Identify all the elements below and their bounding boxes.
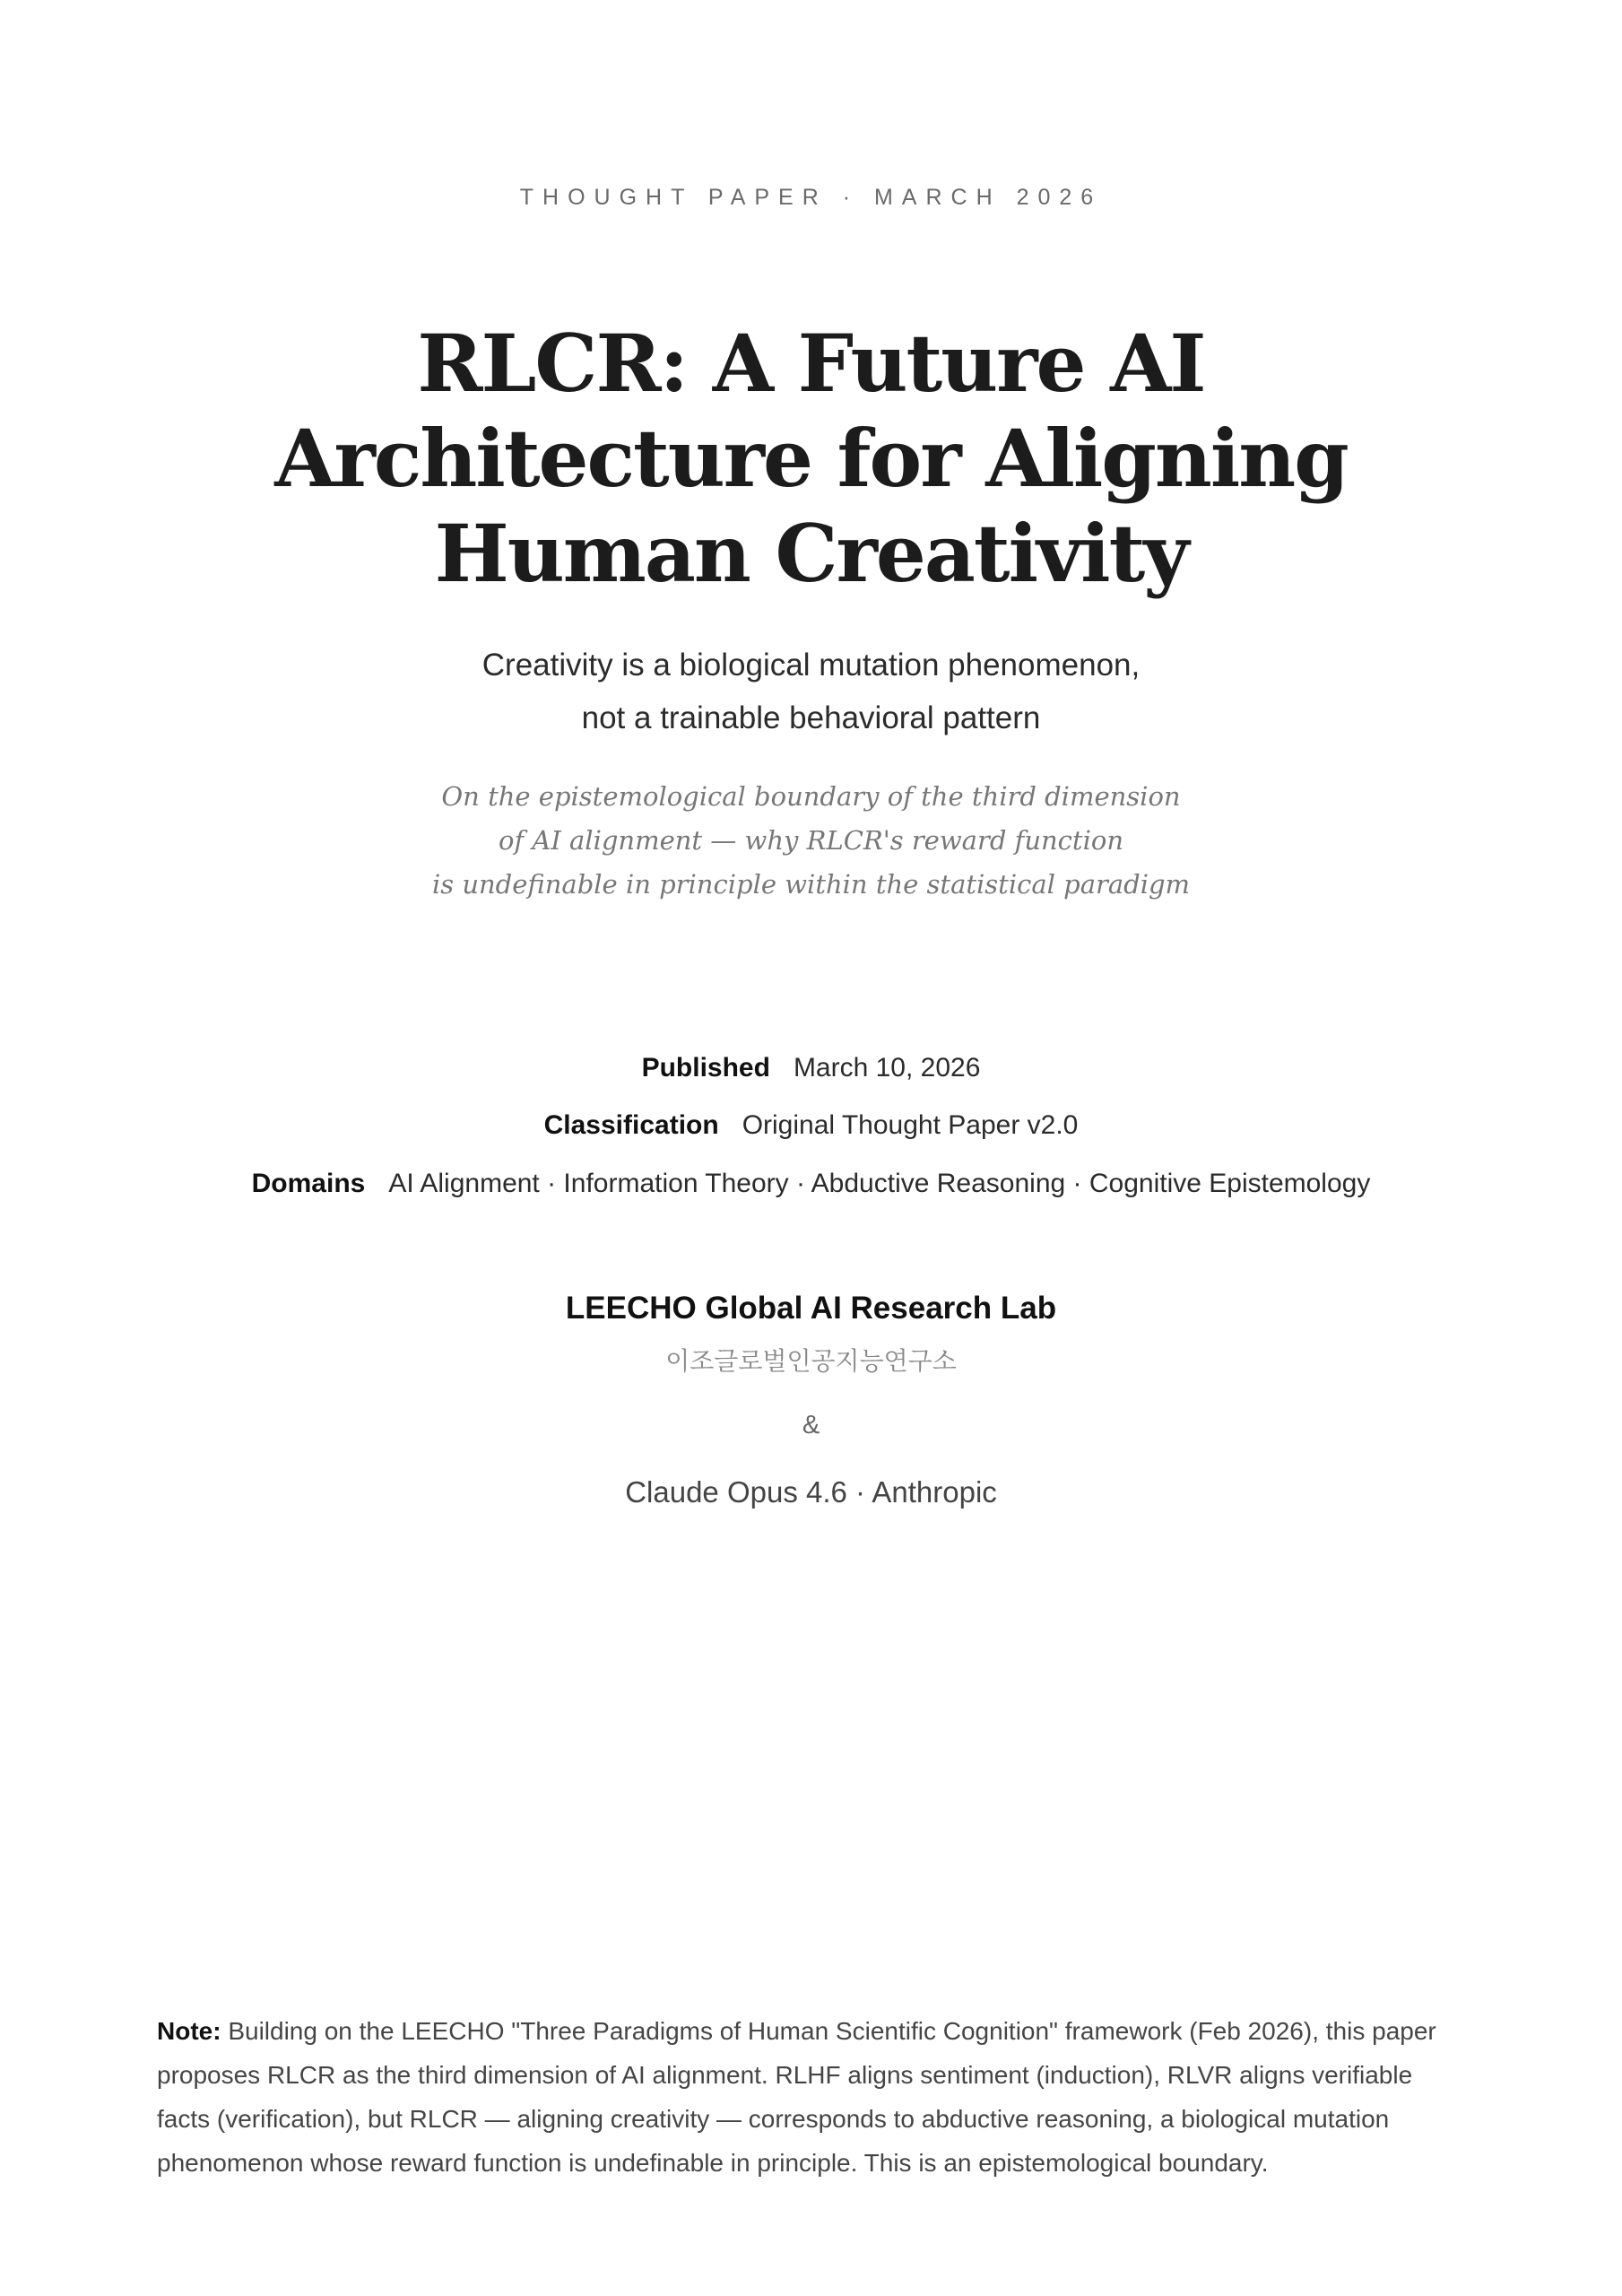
meta-domains-row	[0, 1169, 1622, 1199]
author-separator: &	[802, 1411, 820, 1439]
paper-eyebrow: THOUGHT PAPER · MARCH 2026	[519, 185, 1103, 210]
note-label: Note:	[157, 2017, 221, 2045]
tagline-line: is undefinable in principle within the statistical paradigm	[431, 869, 1191, 900]
meta-domains-value: AI Alignment · Information Theory · Abductive Reasoning · Cognitive Epistemology	[388, 1169, 1371, 1198]
paper-title	[269, 316, 1353, 601]
paper-note	[157, 2009, 1466, 2185]
title-line: RLCR: A Future AI	[417, 317, 1205, 410]
subtitle-line: Creativity is a biological mutation phenomenon,	[481, 648, 1141, 683]
subtitle-line: not a trainable behavioral pattern	[581, 700, 1041, 735]
meta-published-value: March 10, 2026	[793, 1053, 981, 1083]
meta-classification-row	[0, 1110, 1622, 1141]
tagline-line: On the epistemological boundary of the third dimension	[441, 781, 1181, 812]
title-line: Architecture for Aligning	[274, 412, 1348, 505]
author-organization-korean: 이조글로벌인공지능연구소	[665, 1346, 957, 1376]
author-partner: Claude Opus 4.6 · Anthropic	[625, 1475, 997, 1509]
meta-domains-label: Domains	[251, 1169, 366, 1198]
tagline-line: of AI alignment — why RLCR's reward function	[498, 825, 1123, 856]
meta-published-label: Published	[641, 1053, 770, 1083]
meta-published-row	[0, 1053, 1622, 1083]
meta-classification-value: Original Thought Paper v2.0	[742, 1110, 1079, 1140]
note-text: Building on the LEECHO "Three Paradigms of Human Scientific Cognition" framework (Feb 2026), this paper proposes RLCR as the third dimension of AI alignment. RLHF aligns sentiment (induction), RLVR aligns verifiable facts (verification), but RLCR — aligning creativity — corresponds to abductive reasoning, a biological mutation phenomenon whose reward function is undefinable in principle. This is an epistemological boundary.	[157, 2017, 1436, 2177]
title-line: Human Creativity	[434, 507, 1188, 600]
meta-classification-label: Classification	[543, 1110, 719, 1140]
paper-subtitle	[0, 639, 1622, 744]
author-organization: LEECHO Global AI Research Lab	[565, 1291, 1057, 1326]
paper-tagline	[0, 775, 1622, 907]
